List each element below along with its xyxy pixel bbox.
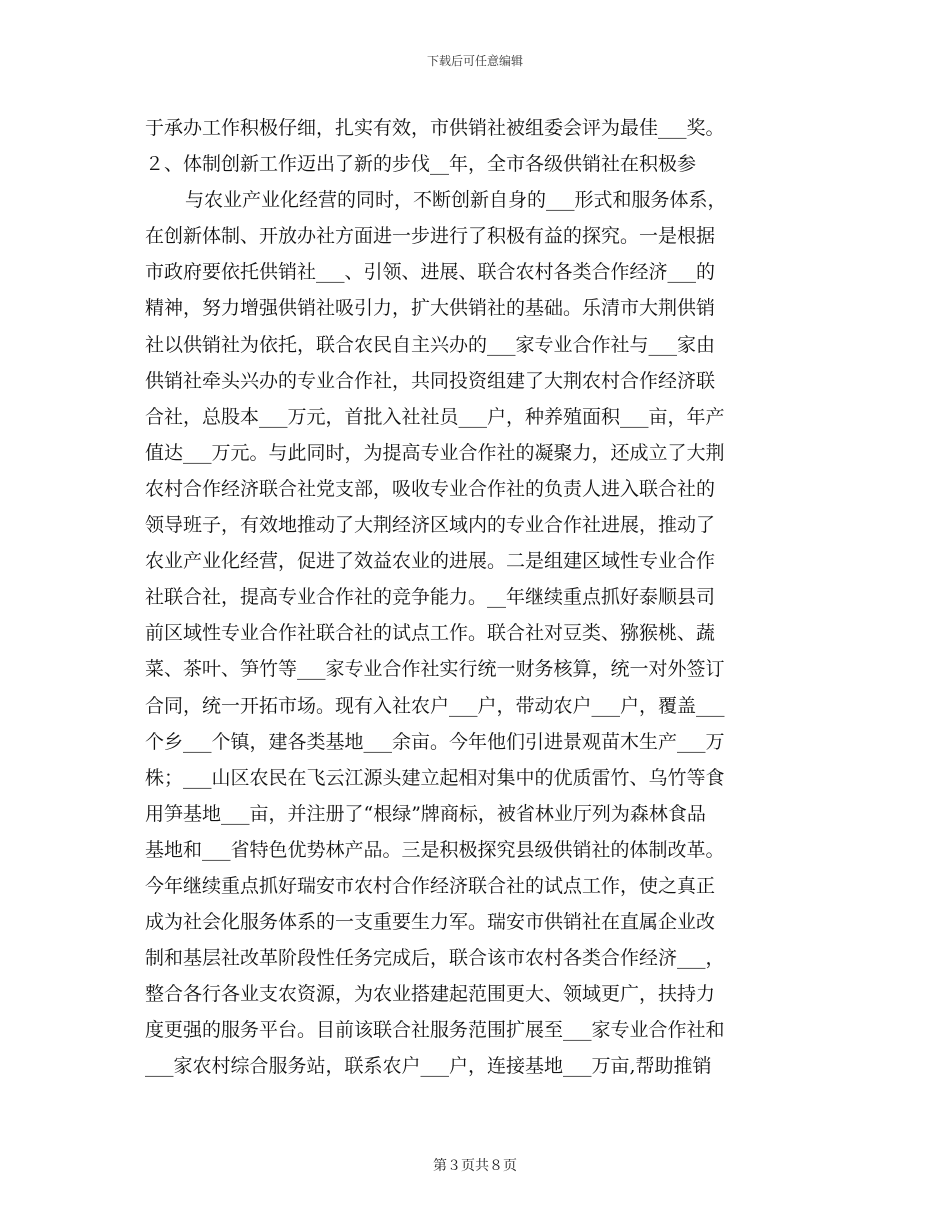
text-line: 领导班子，有效地推动了大荆经济区域内的专业合作社进展，推动了 [145, 514, 716, 537]
text-line: 农业产业化经营，促进了效益农业的进展。二是组建区域性专业合作 [145, 550, 716, 573]
text-line: 供销社牵头兴办的专业合作社，共同投资组建了大荆农村合作经济联 [145, 369, 716, 392]
text-line: 与农业产业化经营的同时，不断创新自身的___形式和服务体系， [185, 189, 727, 212]
text-line: 市政府要依托供销社___、引领、进展、联合农村各类合作经济___的 [145, 261, 716, 284]
text-line: 株；___山区农民在飞云江源头建立起相对集中的优质雷竹、乌竹等食 [145, 766, 725, 789]
text-line: ___家农村综合服务站，联系农户___户，连接基地___万亩,帮助推销 [145, 1055, 712, 1078]
text-line: 菜、茶叶、笋竹等___家专业合作社实行统一财务核算，统一对外签订 [145, 658, 725, 681]
text-line: 农村合作经济联合社党支部，吸收专业合作社的负责人进入联合社的 [145, 477, 716, 500]
text-line: 值达___万元。与此同时，为提高专业合作社的凝聚力，还成立了大荆 [145, 441, 725, 464]
text-line: 今年继续重点抓好瑞安市农村合作经济联合社的试点工作，使之真正 [145, 874, 716, 897]
page-header: 下载后可任意编辑 [426, 54, 523, 68]
text-line: 合同，统一开拓市场。现有入社农户___户，带动农户___户，覆盖___ [145, 694, 725, 717]
text-line: 在创新体制、开放办社方面进一步进行了积极有益的探究。一是根据 [145, 225, 716, 248]
text-line: 社联合社，提高专业合作社的竞争能力。__年继续重点抓好泰顺县司 [145, 586, 716, 609]
text-line: 成为社会化服务体系的一支重要生力军。瑞安市供销社在直属企业改 [145, 911, 716, 934]
text-line: 用笋基地___亩，并注册了“根绿”牌商标，被省林业厅列为森林食品 [145, 802, 706, 825]
body-text [145, 110, 805, 1085]
page-footer: 第３页共８页 [433, 1158, 517, 1174]
text-line: 前区域性专业合作社联合社的试点工作。联合社对豆类、猕猴桃、蔬 [145, 622, 716, 645]
text-line: 度更强的服务平台。目前该联合社服务范围扩展至___家专业合作社和 [145, 1019, 725, 1042]
text-line: 精神，努力增强供销社吸引力，扩大供销社的基础。乐清市大荆供销 [145, 297, 716, 320]
text-line: 于承办工作积极仔细，扎实有效，市供销社被组委会评为最佳___奖。 [145, 117, 725, 139]
text-line: 制和基层社改革阶段性任务完成后，联合该市农村各类合作经济___， [145, 947, 725, 970]
text-line: 整合各行各业支农资源，为农业搭建起范围更大、领域更广，扶持力 [145, 983, 716, 1006]
text-line: 基地和___省特色优势林产品。三是积极探究县级供销社的体制改革。 [145, 838, 725, 861]
text-line: ２、体制创新工作迈出了新的步伐__年，全市各级供销社在积极参 [145, 153, 697, 176]
text-line: 社以供销社为依托，联合农民自主兴办的___家专业合作社与___家由 [145, 333, 716, 356]
text-line: 个乡___个镇，建各类基地___余亩。今年他们引进景观苗木生产___万 [145, 730, 725, 753]
text-line: 合社，总股本___万元，首批入社社员___户，种养殖面积___亩，年产 [145, 405, 725, 428]
